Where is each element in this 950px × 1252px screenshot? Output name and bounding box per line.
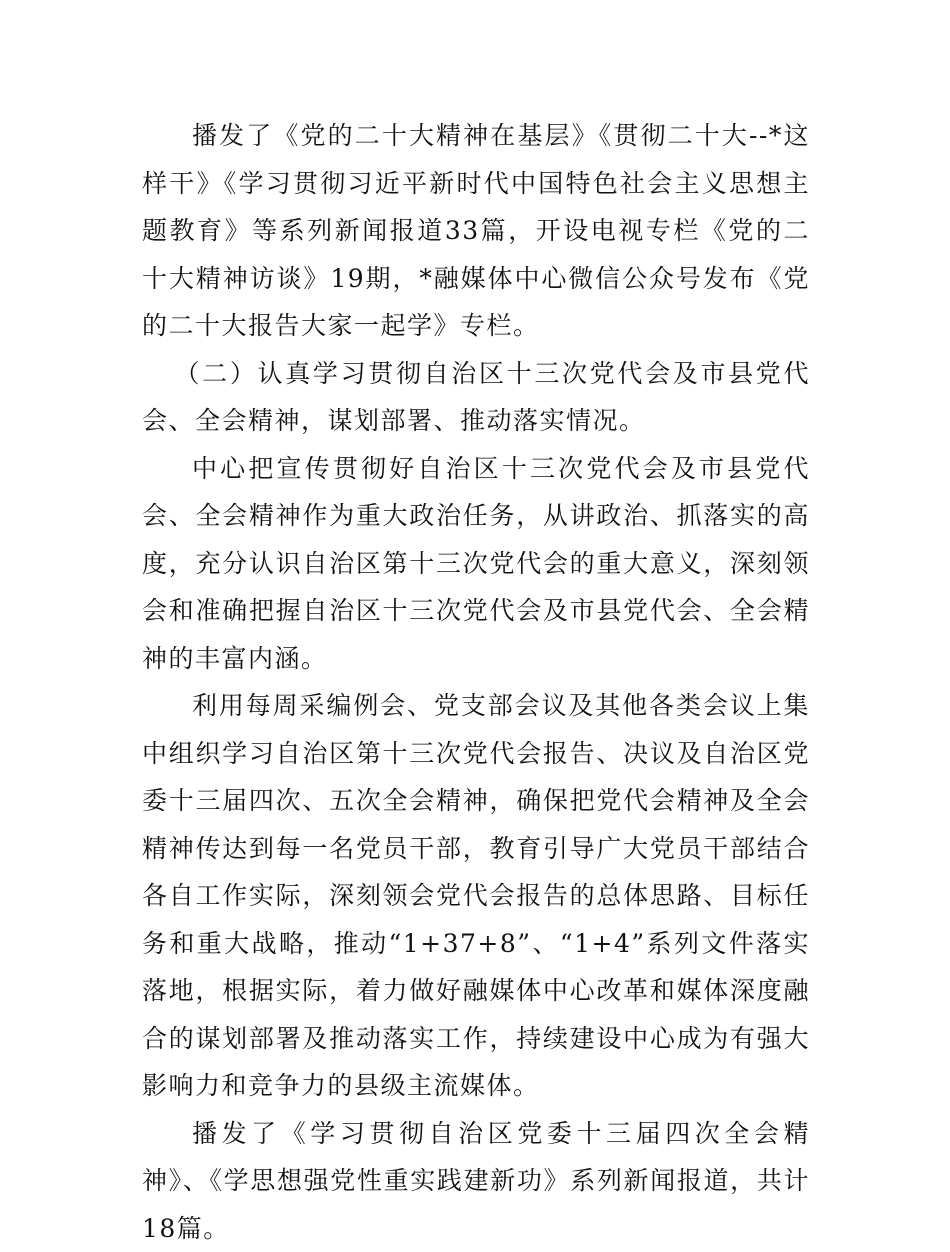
paragraph-broadcast-20th-congress: 播发了《党的二十大精神在基层》《贯彻二十大--*这样干》《学习贯彻习近平新时代中国特色社会主义思想主题教育》等系列新闻报道33篇，开设电视专栏《党的二十大精神访谈》19期，*融媒体中心微信公众号发布《党的二十大报告大家一起学》专栏。 (142, 112, 810, 350)
paragraph-broadcast-plenary: 播发了《学习贯彻自治区党委十三届四次全会精神》、《学思想强党性重实践建新功》系列新闻报道，共计18篇。 (142, 1110, 810, 1252)
paragraph-weekly-meetings: 利用每周采编例会、党支部会议及其他各类会议上集中组织学习自治区第十三次党代会报告、决议及自治区党委十三届四次、五次全会精神，确保把党代会精神及全会精神传达到每一名党员干部，教育引导广大党员干部结合各自工作实际，深刻领会党代会报告的总体思路、目标任务和重大战略，推动“1+37+8”、“1+4”系列文件落实落地，根据实际，着力做好融媒体中心改革和媒体深度融合的谋划部署及推动落实工作，持续建设中心成为有强大影响力和竞争力的县级主流媒体。 (142, 682, 810, 1110)
section-heading-2: （二）认真学习贯彻自治区十三次党代会及市县党代会、全会精神，谋划部署、推动落实情况。 (142, 350, 810, 445)
document-body (142, 112, 810, 1252)
paragraph-center-publicity: 中心把宣传贯彻好自治区十三次党代会及市县党代会、全会精神作为重大政治任务，从讲政治、抓落实的高度，充分认识自治区第十三次党代会的重大意义，深刻领会和准确把握自治区十三次党代会及市县党代会、全会精神的丰富内涵。 (142, 445, 810, 683)
